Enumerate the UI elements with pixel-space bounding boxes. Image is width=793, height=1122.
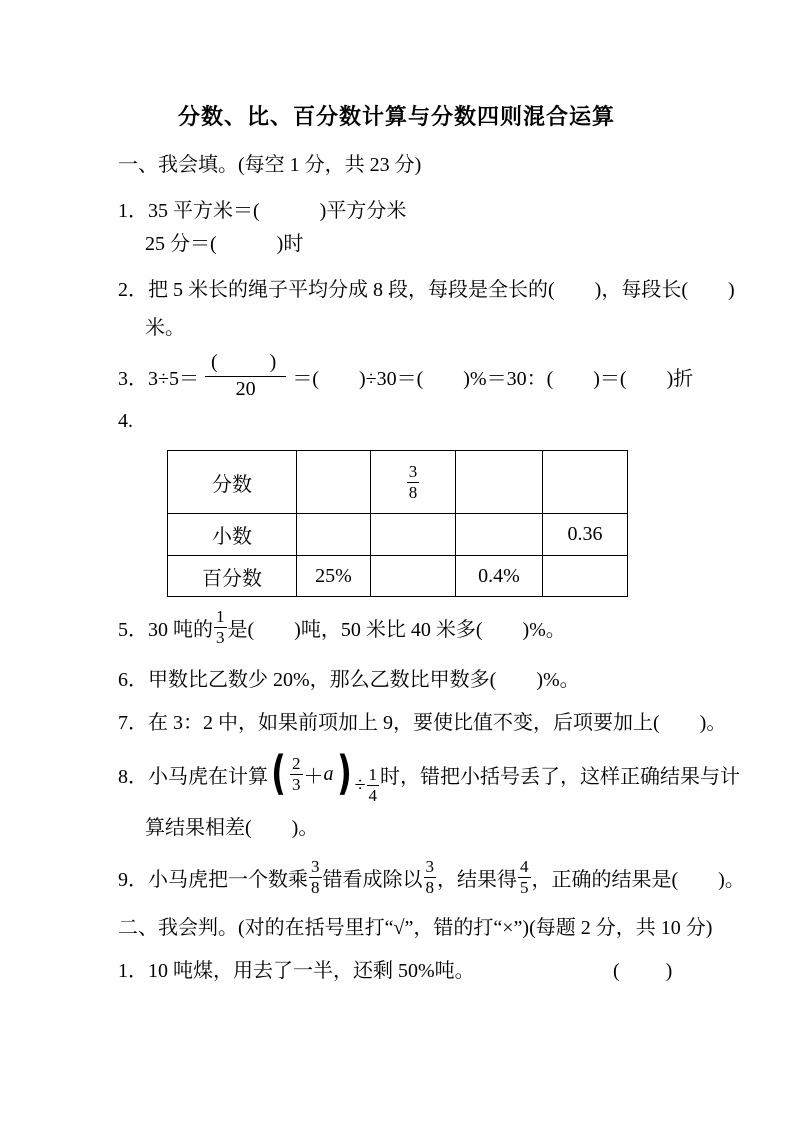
fraction-two-thirds [290,755,303,794]
table-cell-fraction [371,451,456,514]
table-row-decimal [168,514,628,556]
question-5 [118,604,566,650]
fraction-four-fifths [518,858,531,897]
big-open-paren: ( [271,746,286,801]
table-row-fraction [168,451,628,514]
big-close-paren: ) [336,746,352,801]
table-cell-decimal-value: 0.36 [543,514,628,556]
section1-heading: 一、我会填。(每空 1 分，共 23 分) [118,154,422,176]
question-8-line1 [118,743,740,805]
question-9-part1: 9．小马虎把一个数乘 [118,868,308,891]
fraction-decimal-percent-table [167,450,628,597]
fraction-numerator: 3 [425,856,434,876]
table-cell-empty [456,451,543,514]
table-cell-empty [456,514,543,556]
fraction-three-eighths [424,858,437,897]
fraction-denominator: 8 [311,877,320,897]
table-cell-percent-value: 25% [297,556,371,597]
fraction-one-third [214,608,227,647]
fraction-numerator: 1 [368,764,378,784]
section2-question-1-answer-blank: ( ) [613,960,675,982]
question-9-part4: ，正确的结果是( )。 [531,868,745,891]
table-cell-empty [371,514,456,556]
fraction-denominator: 4 [368,785,378,805]
table-row-percent [168,556,628,597]
fraction-numerator: 1 [216,606,225,626]
question-5-prefix: 5．30 吨的 [118,618,213,641]
variable-a: a [323,762,334,785]
question-6: 6．甲数比乙数少 20%，那么乙数比甲数多( )%。 [118,669,580,691]
fraction-denominator: 8 [425,877,434,897]
question-2-line2: 米。 [145,317,185,339]
question-7: 7．在 3：2 中，如果前项加上 9，要使比值不变，后项要加上( )。 [118,712,727,734]
divide-fraction-group [355,766,380,805]
fraction-denominator: 3 [216,627,225,647]
fraction-numerator: 3 [408,461,418,481]
question-9-part3: ，结果得 [437,868,517,891]
table-cell-empty [371,556,456,597]
section2-question-1: 1．10 吨煤，用去了一半，还剩 50%吨。 [118,960,475,982]
question-5-suffix: 是( )吨，50 米比 40 米多( )%。 [227,618,566,641]
row-label-percent: 百分数 [168,556,297,597]
fraction-numerator: 2 [292,753,301,773]
table-cell-percent-value: 0.4% [456,556,543,597]
table-cell-empty [543,451,628,514]
fraction-numerator: 3 [311,856,320,876]
row-label-decimal: 小数 [168,514,297,556]
question-3 [118,350,693,402]
fraction-denominator: 8 [408,482,418,502]
divide-sign: ÷ [354,773,366,796]
table-cell-empty [297,514,371,556]
question-9 [118,853,745,901]
table-cell-empty [543,556,628,597]
row-label-fraction: 分数 [168,451,297,514]
blank-fraction [205,352,286,400]
question-2-line1: 2．把 5 米长的绳子平均分成 8 段，每段是全长的( )，每段长( ) [118,279,735,301]
section2-heading: 二、我会判。(对的在括号里打“√”，错的打“×”)(每题 2 分，共 10 分) [118,917,713,939]
fraction-one-fourth [367,766,380,805]
fraction-denominator: 5 [520,877,529,897]
fraction-denominator: 3 [292,774,301,794]
fraction-denominator: 20 [235,378,256,400]
question-1-line2: 25 分＝( )时 [145,233,304,255]
question-3-suffix: ＝( )÷30＝( )%＝30：( )＝( )折 [292,367,694,390]
question-8-line2: 算结果相差( )。 [145,817,319,839]
fraction-three-eighths [309,858,322,897]
question-8-suffix: 时，错把小括号丢了，这样正确结果与计 [380,765,741,788]
fraction-three-eighths [407,463,420,502]
question-4-number: 4. [118,410,133,432]
question-3-prefix: 3．3÷5＝ [118,367,199,390]
fraction-numerator: ( ) [205,352,286,377]
plus-sign: ＋ [303,765,324,788]
table-cell-empty [297,451,371,514]
fraction-numerator: 4 [520,856,529,876]
page-title: 分数、比、百分数计算与分数四则混合运算 [177,105,615,130]
question-8-prefix: 8．小马虎在计算 [118,765,268,788]
question-9-part2: 错看成除以 [322,868,423,891]
question-1-line1: 1．35 平方米＝( )平方分米 [118,200,407,222]
